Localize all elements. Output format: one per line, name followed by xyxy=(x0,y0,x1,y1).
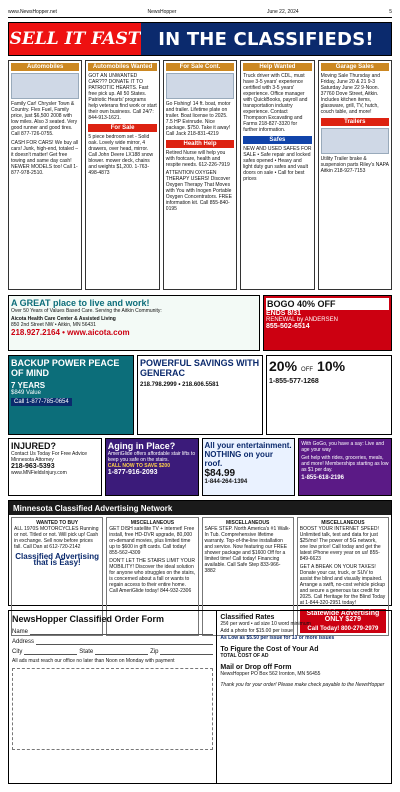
aicota-ad xyxy=(8,295,260,351)
backup-phone[interactable]: Call 1-877-785-0654 xyxy=(11,398,72,406)
zip-label: Zip xyxy=(150,648,159,655)
mncan-misc-2: MISCELLANEOUS xyxy=(225,520,270,526)
mncan-misc-3: MISCELLANEOUS xyxy=(321,520,365,526)
mncan-dont-let: DON'T LET THE STAIRS LIMIT YOUR MOBILITY! Discover the ideal solution for anyone who struggles on the stairs, is concerned about a fall or wants to regain access to their entire home. Call AmeriGlide today! 844-932-2306 xyxy=(109,558,196,594)
column-wanted xyxy=(85,60,159,290)
listing-safes: NEW AND USED SAFES FOR SALE • Safe repair and locked safes opened • Heavy and light duty gun safes and vault doors on sale • Call for best prices xyxy=(243,146,312,182)
listing-auto1: Family Car! Chrysler Town & Country. Flex Fuel, Family price, just $6,500 2008 with low miles. Also 3 seated. Very good runner and good tires. Call 877-726-0755. xyxy=(11,101,78,137)
paper-section: NewsHopper xyxy=(147,8,177,15)
injured-title: INJURED? xyxy=(11,441,57,451)
aicota-title: A GREAT place to live and work! xyxy=(11,298,150,308)
mncan-boost: BOOST YOUR INTERNET SPEED! Unlimited talk, text and data for just $25/mo! The power of 5G network, one low price! Call today and get the latest iPhone every year on us! 855-849-6623 xyxy=(299,526,381,562)
directv-phone[interactable]: 1-844-264-1394 xyxy=(204,479,248,485)
mncan-title: Minnesota Classified Advertising Network xyxy=(9,501,391,515)
section-health-help: Health Help xyxy=(166,140,234,148)
mncan-safe-step: SAFE STEP. North America's #1 Walk-In Tub. Comprehensive lifetime warranty. Top-of-the-line installation and service. Now featuring our FREE shower package and $1600 Off for a limited time! Call today! Financing available. Call Safe Step 833-966-3882 xyxy=(204,526,291,574)
leaf-ad xyxy=(266,355,392,435)
aicota-address: 850 2nd Street NW • Aitkin, MN 56431 xyxy=(11,322,96,328)
order-form-right xyxy=(217,611,391,783)
city-state-zip[interactable] xyxy=(12,648,213,655)
leaf-extra: 10% xyxy=(317,358,346,374)
aging-deal: CALL NOW TO SAVE $200 xyxy=(107,463,170,469)
listing-help-wanted: Truck driver with CDL, must have 3-5 years' experience certified with 3-5 years' experience. Office manager with QuickBooks, payroll and transportation industry experience. Contact Thompson Excavating and Farms 218-827-3320 for further information. xyxy=(243,73,308,133)
address-line[interactable] xyxy=(36,638,213,645)
page-number: 5 xyxy=(389,8,392,15)
aicota-phone[interactable]: 218.927.2164 • www.aicota.com xyxy=(11,328,130,337)
aging-title: Aging in Place? xyxy=(107,441,176,451)
bogo-phone[interactable]: 855-502-6514 xyxy=(266,323,310,330)
listing-wanted: GOT AN UNWANTED CAR??? DONATE IT TO PATRIOTIC HEARTS. Fast free pick up. All 50 States. Patriotic Hearts' programs help veterans find work or start their own business. Call 24/7: 844-913-1621. xyxy=(88,73,157,121)
section-garage-sales: Garage Sales xyxy=(321,63,389,71)
listing-auto2: CASH FOR CARS! We buy all cars! Junk, high-end, totaled – it doesn't matter! Get free towing and same day cash! NEWER MODELS too! Call 1-877-978-2510. xyxy=(11,140,79,176)
leaf-phone[interactable]: 1-855-577-1268 xyxy=(269,378,319,385)
backup-warranty: 7 YEARS xyxy=(11,381,46,390)
listing-golf: Go Fishing! 14 ft. boat, motor and trailer. Lifetime plate on trailer. Boat license to 2025. 7.5 HP Evinrude. Nice package. $750. Take it away! Call Jack 218-831-4219 xyxy=(165,101,231,137)
mncan-get-dish: GET DISH satellite TV + internet! Free install, free HD-DVR upgrade, 80,000 on-demand movies, plus limited time up to $600 in gift cards. Call today! 855-562-4309 xyxy=(109,526,195,556)
header-line xyxy=(8,6,392,18)
state-label: State xyxy=(79,648,94,655)
column-forsale-cont xyxy=(163,60,237,290)
thanks-text: Thank you for your order! Please make check payable to the NewsHopper xyxy=(220,682,385,688)
rate-1: 25¢ per word • ad size 10 word minimum xyxy=(220,621,311,627)
injured-sub: Contact Us Today For Free Advice xyxy=(11,451,88,457)
aicota-name: Aicota Health Care Center & Assisted Living xyxy=(11,316,116,322)
total-cost: TOTAL COST OF AD xyxy=(220,653,269,659)
aging-sub: AmeriGlide offers affordable stair lifts to keep you safe on the stairs. xyxy=(107,451,196,463)
section-automobiles-wanted: Automobiles Wanted xyxy=(88,63,156,71)
name-line[interactable] xyxy=(30,628,213,635)
backup-price: $849 Value xyxy=(11,390,41,396)
classifieds-banner xyxy=(8,22,392,56)
backup-title: BACKUP POWER PEACE OF MIND xyxy=(11,358,120,378)
injured-phone[interactable]: 218-963-5393 xyxy=(11,463,55,470)
aging-phone[interactable]: 1-877-916-2093 xyxy=(107,469,158,476)
low-price: As Low as $5.50 per issue for 13 or more issues xyxy=(220,635,335,641)
banner-right: IN THE CLASSIFIEDS! xyxy=(141,23,391,55)
mncan-call-today[interactable]: Call Today! 800-279-2979 xyxy=(300,625,386,633)
gogo-ad xyxy=(298,438,392,496)
name-field[interactable] xyxy=(12,628,213,635)
leaf-deals xyxy=(269,358,389,374)
section-forsale-cont: For Sale Cont. xyxy=(166,63,234,71)
bogo-main: BOGO 40% OFF xyxy=(266,298,389,310)
address-label: Address xyxy=(12,638,35,645)
listing-garage: Moving Sale Thursday and Friday, June 20 & 21 9-3 Saturday June 22 9-Noon. 37760 Dove Street, Aitkin. Includes kitchen items, glassware, grill, TV, hutch, couch table, and more! xyxy=(320,73,380,115)
rate-2: Add a photo for $15.00 per issue xyxy=(220,628,293,634)
mncan-wanted-to-buy: WANTED TO BUY xyxy=(36,520,79,526)
address-field[interactable] xyxy=(12,638,213,645)
renewal-brand: RENEWAL by ANDERSEN xyxy=(266,317,338,323)
listing-trailer: Utility Trailer brake & suspension parts Riley's NAPA Aitkin 218-927-7153 xyxy=(320,156,389,174)
gogo-phone[interactable]: 1-855-618-2196 xyxy=(301,475,344,481)
mncan-easy: Classified Advertising that is Easy! xyxy=(15,552,99,567)
injured-firm: Minnesota Attorney xyxy=(11,457,54,463)
section-safes: Safes xyxy=(243,136,311,144)
column-help-wanted xyxy=(240,60,314,290)
zip-line[interactable] xyxy=(160,648,213,655)
issue-date: June 22, 2024 xyxy=(266,8,299,15)
bogo-end: ENDS 8/31 xyxy=(266,310,302,317)
section-trailers: Trailers xyxy=(321,118,389,126)
ad-row-2 xyxy=(8,355,392,435)
car-photo xyxy=(11,73,79,99)
directv-title: All your entertainment. NOTHING on your roof. xyxy=(204,441,292,468)
cost-title: To Figure the Cost of Your Ad xyxy=(220,646,319,653)
mncan-ripple: GET A BREAK ON YOUR TAXES! Donate your car, truck, or SUV to assist the blind and visually impaired. Arrange a swift, no-cost vehicle pickup and secure a generous tax credit for 2025. Call Heritage for the Blind Today at 1-844-320-2951 today! xyxy=(299,564,386,606)
trailer-photo xyxy=(321,128,389,154)
order-form xyxy=(8,610,392,784)
ad-row-1 xyxy=(8,295,392,351)
state-line[interactable] xyxy=(95,648,148,655)
mail-address: NewsHopper PO Box 562 Ironton, MN 56455 xyxy=(220,671,321,677)
directv-ad xyxy=(202,438,296,496)
gogo-sub: Get help with rides, groceries, meals, and more! Memberships starting as low as $1 per day. xyxy=(301,455,389,473)
website-url: www.NewsHopper.net xyxy=(8,8,57,15)
ad-row-3 xyxy=(8,438,392,496)
leaf-main: 20% xyxy=(269,358,298,374)
section-automobiles: Automobiles xyxy=(11,63,79,71)
aging-ad xyxy=(105,438,199,496)
mncan-misc-1: MISCELLANEOUS xyxy=(130,520,175,526)
injured-web[interactable]: www.MNFieldsInjury.com xyxy=(11,470,67,476)
leaf-off: OFF xyxy=(301,367,314,373)
order-form-left xyxy=(9,611,217,783)
listing-forsale: 5 piece bedroom set - Solid oak. Lovely wide mirror, 4 drawers, over head, mirror. Call John Deere LX188 snow blower. mower deck, chains and weights $1,200. 1-763-498-4873 xyxy=(88,134,154,176)
classified-grid xyxy=(8,60,392,290)
city-label: City xyxy=(12,648,23,655)
word-grid[interactable] xyxy=(12,668,213,750)
listing-oxygen: ATTENTION OXYGEN THERAPY USERS! Discover Oxygen Therapy That Moves with You with Inogen Portable Oxygen Concentrators. FREE information kit. Call 855-840-0195 xyxy=(165,170,232,212)
deadline-text: All ads must reach our office no later than Noon on Monday with payment xyxy=(12,658,175,664)
generac-ad xyxy=(137,355,263,435)
section-help-wanted: Help Wanted xyxy=(243,63,311,71)
order-form-title: NewsHopper Classified Order Form xyxy=(12,614,165,624)
section-for-sale: For Sale xyxy=(88,124,156,132)
column-garage xyxy=(318,60,392,290)
boat-photo xyxy=(166,73,234,99)
gogo-title: With GoGo, you have a say: Live and age your way xyxy=(301,441,385,453)
directv-price: $84.99 xyxy=(204,468,236,479)
city-line[interactable] xyxy=(24,648,77,655)
backup-power-ad xyxy=(8,355,134,435)
rates-title: Classified Rates xyxy=(220,614,275,621)
name-label: Name xyxy=(12,628,29,635)
mail-title: Mail or Drop off Form xyxy=(220,664,292,671)
generac-title: POWERFUL SAVINGS WITH GENERAC xyxy=(140,358,260,378)
aicota-sub: Over 50 Years of Values Based Care. Serving the Aitkin Community: xyxy=(11,308,162,314)
mncan-wanted-text: ALL 1970S MOTORCYCLES Running or not. Titled or not. Will pick up! Cash in exchange. Sell now before prices fall. Call Dan at 612-720-2142 xyxy=(14,526,99,550)
injured-ad xyxy=(8,438,102,496)
bogo-ad xyxy=(263,295,392,351)
listing-hearing: Retired Nurse will help you with footcare, health and respite needs. 612-226-7919 xyxy=(165,150,230,168)
generac-phone[interactable]: 218.798.2999 • 218.606.5581 xyxy=(140,382,219,388)
mncan-statewide: Statewide Advertising ONLY $279 xyxy=(300,609,386,625)
column-automobiles xyxy=(8,60,82,290)
banner-left: SELL IT FAST xyxy=(9,23,141,55)
